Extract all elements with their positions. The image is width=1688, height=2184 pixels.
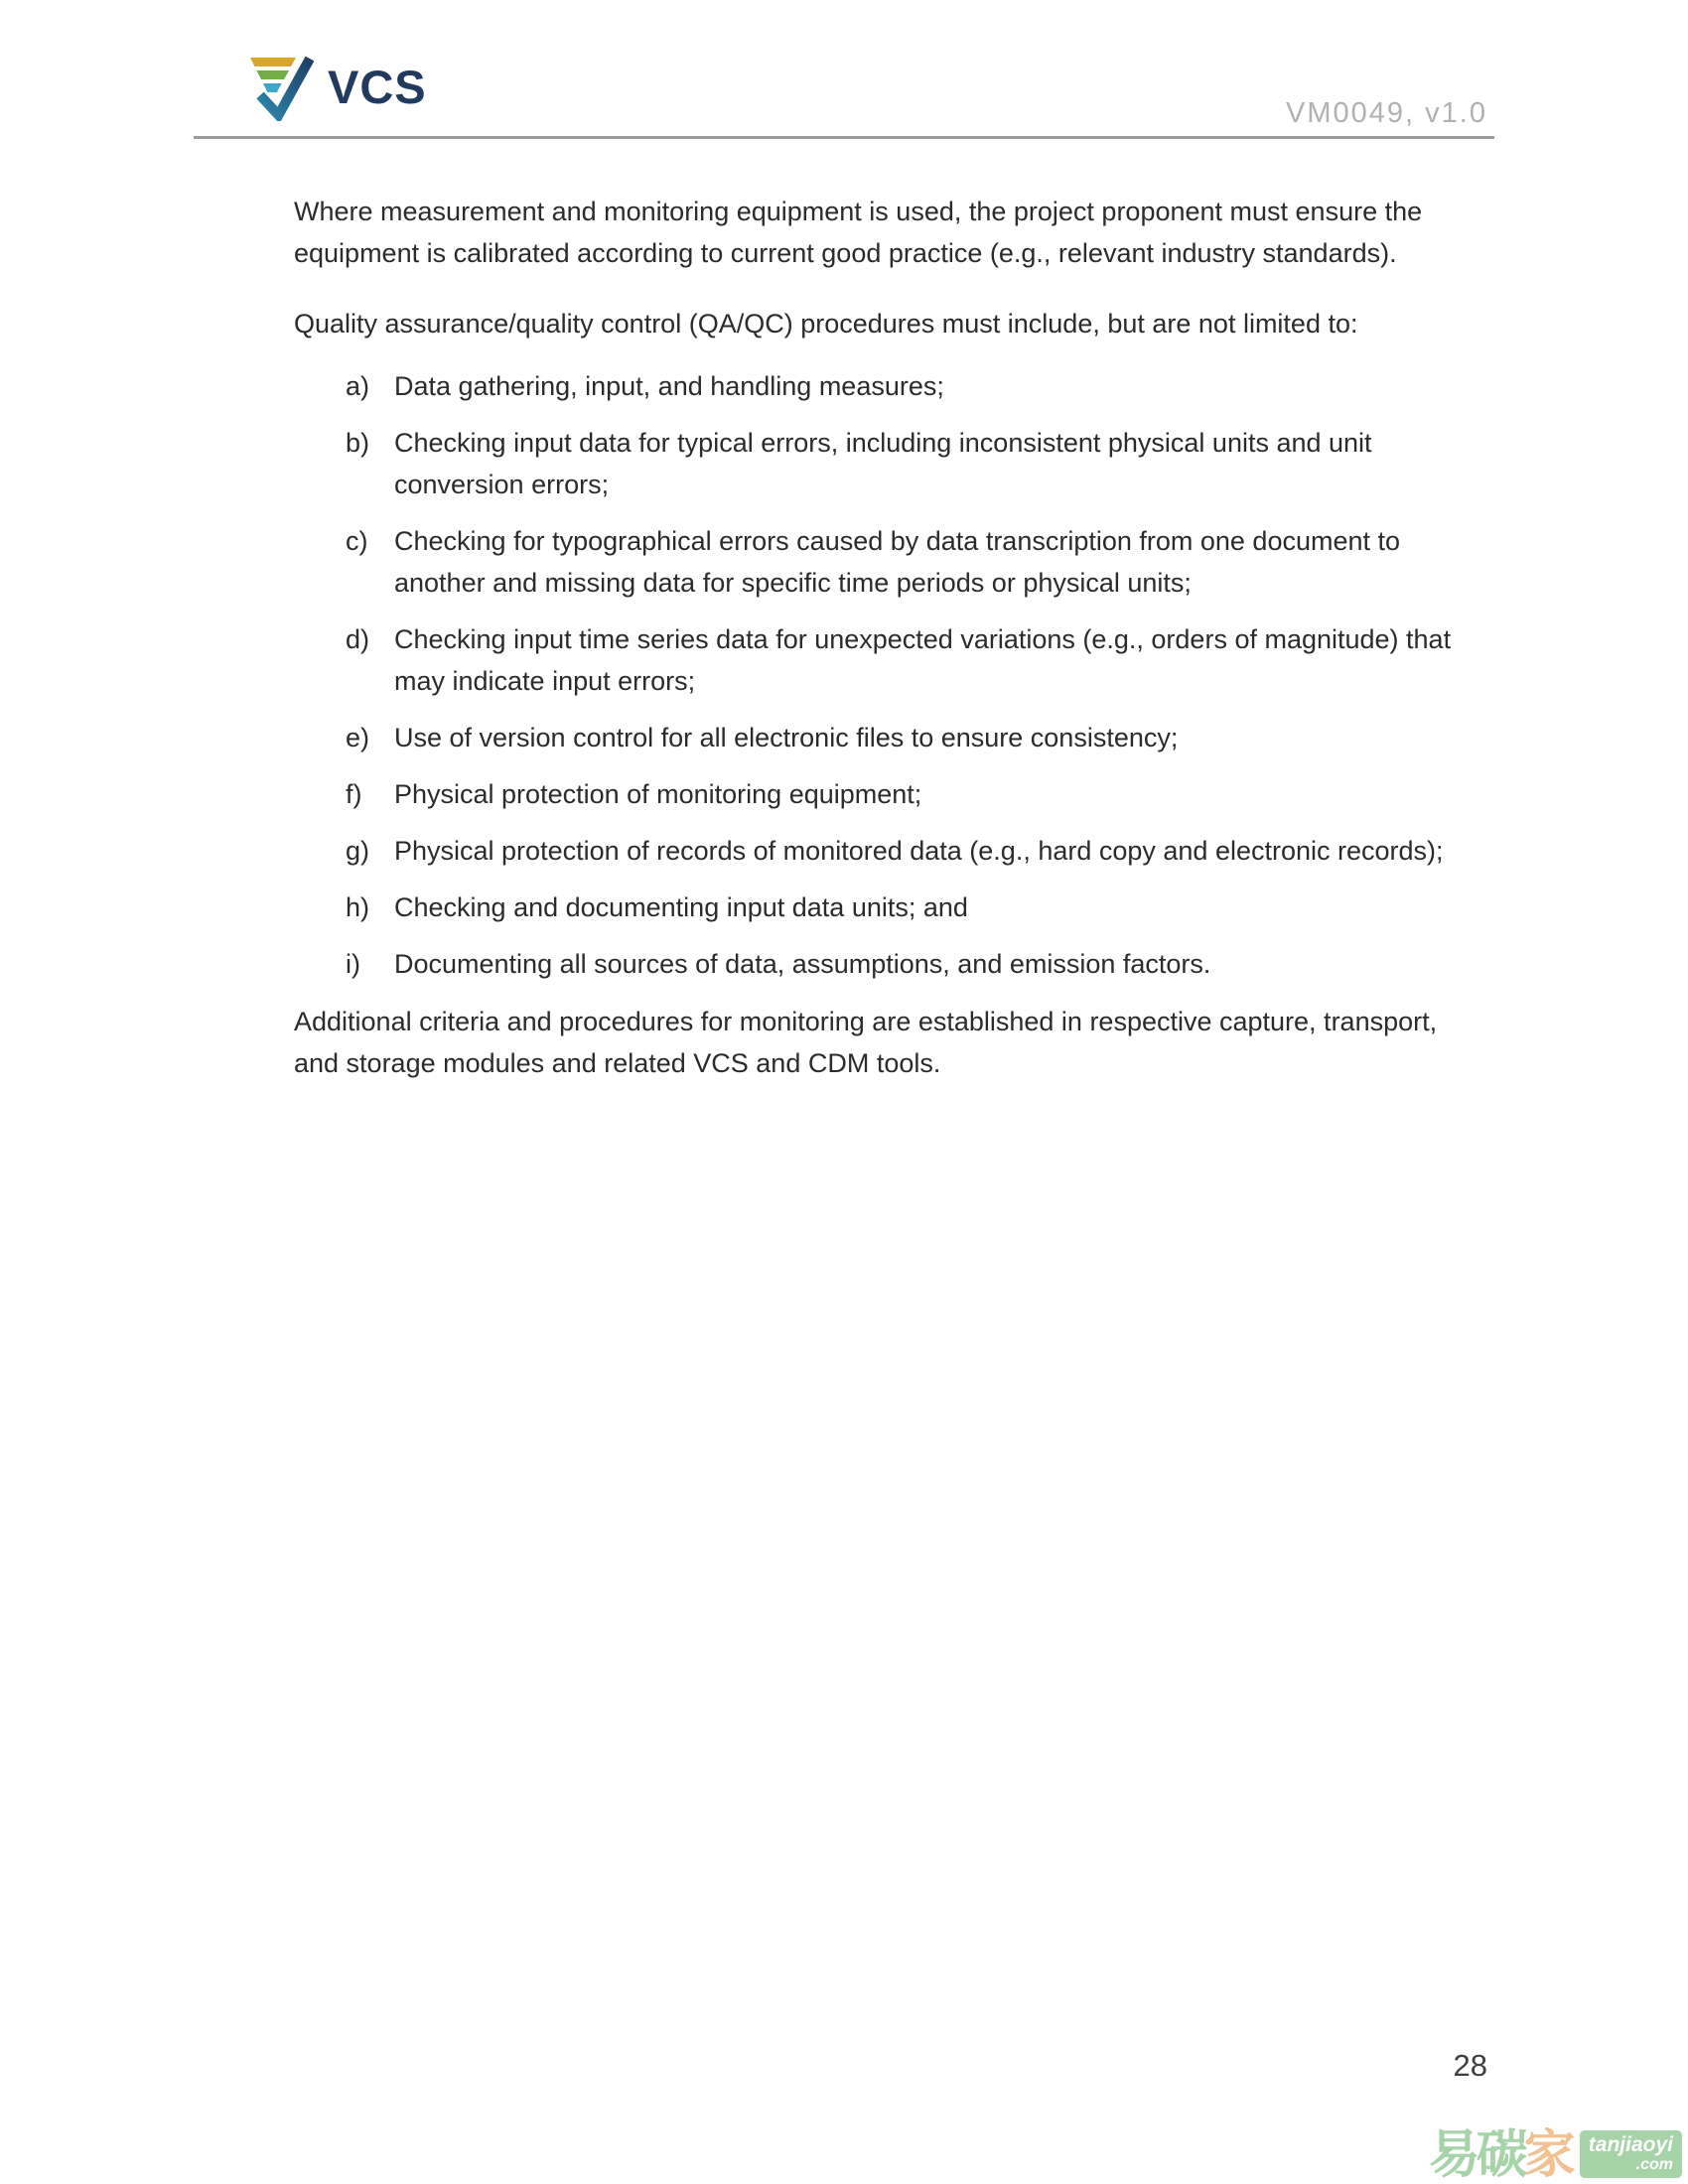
list-item bbox=[294, 773, 1476, 815]
logo-stripe-green bbox=[257, 70, 290, 79]
logo-stripe-teal bbox=[263, 83, 282, 92]
list-item bbox=[294, 422, 1476, 505]
list-text: Checking and documenting input data units; and bbox=[394, 892, 968, 922]
watermark-char-tan: 碳 bbox=[1476, 2126, 1524, 2184]
vcs-wordmark: VCS bbox=[328, 61, 427, 113]
list-marker: g) bbox=[346, 836, 370, 866]
list-item bbox=[294, 943, 1476, 985]
watermark-char-yi: 易 bbox=[1428, 2126, 1477, 2184]
list-item bbox=[294, 520, 1476, 604]
logo-stripe-gold bbox=[250, 58, 296, 67]
watermark-domain-badge bbox=[1580, 2130, 1682, 2178]
watermark-site-name: tanjiaoyi bbox=[1588, 2133, 1673, 2156]
vcs-checkmark-icon bbox=[248, 56, 314, 121]
list-marker: h) bbox=[346, 892, 370, 922]
list-marker: e) bbox=[346, 723, 370, 752]
paragraph-qaqc-intro: Quality assurance/quality control (QA/QC) procedures must include, but are not limited to: bbox=[294, 309, 1358, 339]
list-text: Documenting all sources of data, assumptions, and emission factors. bbox=[394, 949, 1211, 979]
list-marker: b) bbox=[346, 428, 370, 458]
list-text: Physical protection of monitoring equipment; bbox=[394, 779, 922, 809]
header-divider bbox=[194, 136, 1494, 139]
list-marker: i) bbox=[346, 949, 360, 979]
qaqc-procedure-list bbox=[294, 365, 1476, 985]
tanjiaoyi-watermark bbox=[1429, 2126, 1682, 2184]
paragraph-additional-criteria: Additional criteria and procedures for monitoring are established in respective capture, transport, and storage modules and related VCS and CDM tools. bbox=[294, 1007, 1438, 1078]
paragraph-measurement: Where measurement and monitoring equipment is used, the project proponent must ensure the equipment is calibrated according to current good practice (e.g., relevant industry standards). bbox=[294, 197, 1423, 268]
document-code: VM0049, v1.0 bbox=[1286, 97, 1487, 129]
watermark-char-jia: 家 bbox=[1523, 2126, 1572, 2184]
page-number: 28 bbox=[1453, 2048, 1487, 2083]
list-marker: c) bbox=[346, 526, 368, 556]
vcs-logo bbox=[248, 56, 427, 121]
list-text: Physical protection of records of monitored data (e.g., hard copy and electronic records); bbox=[394, 836, 1444, 866]
page-body bbox=[294, 191, 1476, 1113]
list-item bbox=[294, 830, 1476, 872]
list-text: Checking input data for typical errors, including inconsistent physical units and unit conversion errors; bbox=[394, 428, 1372, 499]
list-item bbox=[294, 618, 1476, 702]
list-marker: d) bbox=[346, 624, 370, 654]
list-marker: f) bbox=[346, 779, 362, 809]
list-text: Checking input time series data for unexpected variations (e.g., orders of magnitude) that may indicate input errors; bbox=[394, 624, 1452, 696]
list-marker: a) bbox=[346, 371, 370, 401]
list-text: Use of version control for all electronic files to ensure consistency; bbox=[394, 723, 1179, 752]
list-item bbox=[294, 887, 1476, 928]
list-text: Data gathering, input, and handling measures; bbox=[394, 371, 944, 401]
list-item bbox=[294, 365, 1476, 407]
list-text: Checking for typographical errors caused by data transcription from one document to another and missing data for specific time periods or physical units; bbox=[394, 526, 1401, 598]
watermark-tld: .com bbox=[1635, 2156, 1673, 2173]
list-item bbox=[294, 717, 1476, 758]
